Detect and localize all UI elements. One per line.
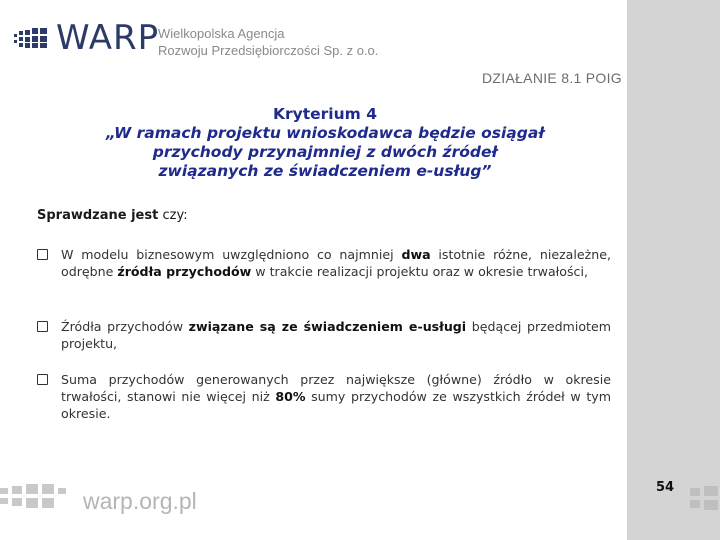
checkbox-bullet-icon <box>37 249 48 260</box>
logo-subtitle <box>158 25 378 59</box>
criterion-quote-line2: przychody przynajmniej z dwóch źródeł <box>152 143 498 161</box>
criterion-title: Kryterium 4 <box>272 105 377 123</box>
list-item <box>37 318 611 352</box>
criterion-quote-line1: „W ramach projektu wnioskodawca będzie osiągał <box>105 124 545 142</box>
logo-wordmark: WARP <box>56 18 160 58</box>
list-item-text: Źródła przychodów związane są ze świadczeniem e-usługi będącej przedmiotem projektu, <box>61 319 611 351</box>
list-item <box>37 371 611 422</box>
criterion-quote-line3: związanych ze świadczeniem e-usług” <box>158 162 492 180</box>
list-item-text: Suma przychodów generowanych przez największe (główne) źródło w okresie trwałości, stanowi nie więcej niż 80% sumy przychodów ze wszystkich źródeł w tym okresie. <box>61 372 611 421</box>
footer-right-pixels-decoration <box>638 486 720 516</box>
footer-pixels-decoration <box>0 484 70 514</box>
action-label: DZIAŁANIE 8.1 POIG <box>482 70 622 86</box>
criterion-heading <box>40 105 610 181</box>
list-item-text: W modelu biznesowym uwzględniono co najmniej dwa istotnie różne, niezależne, odrębne źródła przychodów w trakcie realizacji projektu oraz w okresie trwałości, <box>61 247 611 279</box>
page-number: 54 <box>656 480 675 495</box>
intro-bold: Sprawdzane jest <box>37 208 159 223</box>
intro-rest: czy: <box>158 208 188 223</box>
side-decorative-strip <box>627 0 720 540</box>
checked-intro <box>37 208 188 223</box>
footer-url: warp.org.pl <box>83 488 197 514</box>
checkbox-bullet-icon <box>37 374 48 385</box>
list-item <box>37 246 611 280</box>
warp-logo-pixels-icon <box>14 28 50 48</box>
logo-subtitle-line2: Rozwoju Przedsiębiorczości Sp. z o.o. <box>158 43 379 58</box>
checkbox-bullet-icon <box>37 321 48 332</box>
logo-subtitle-line1: Wielkopolska Agencja <box>158 26 285 41</box>
